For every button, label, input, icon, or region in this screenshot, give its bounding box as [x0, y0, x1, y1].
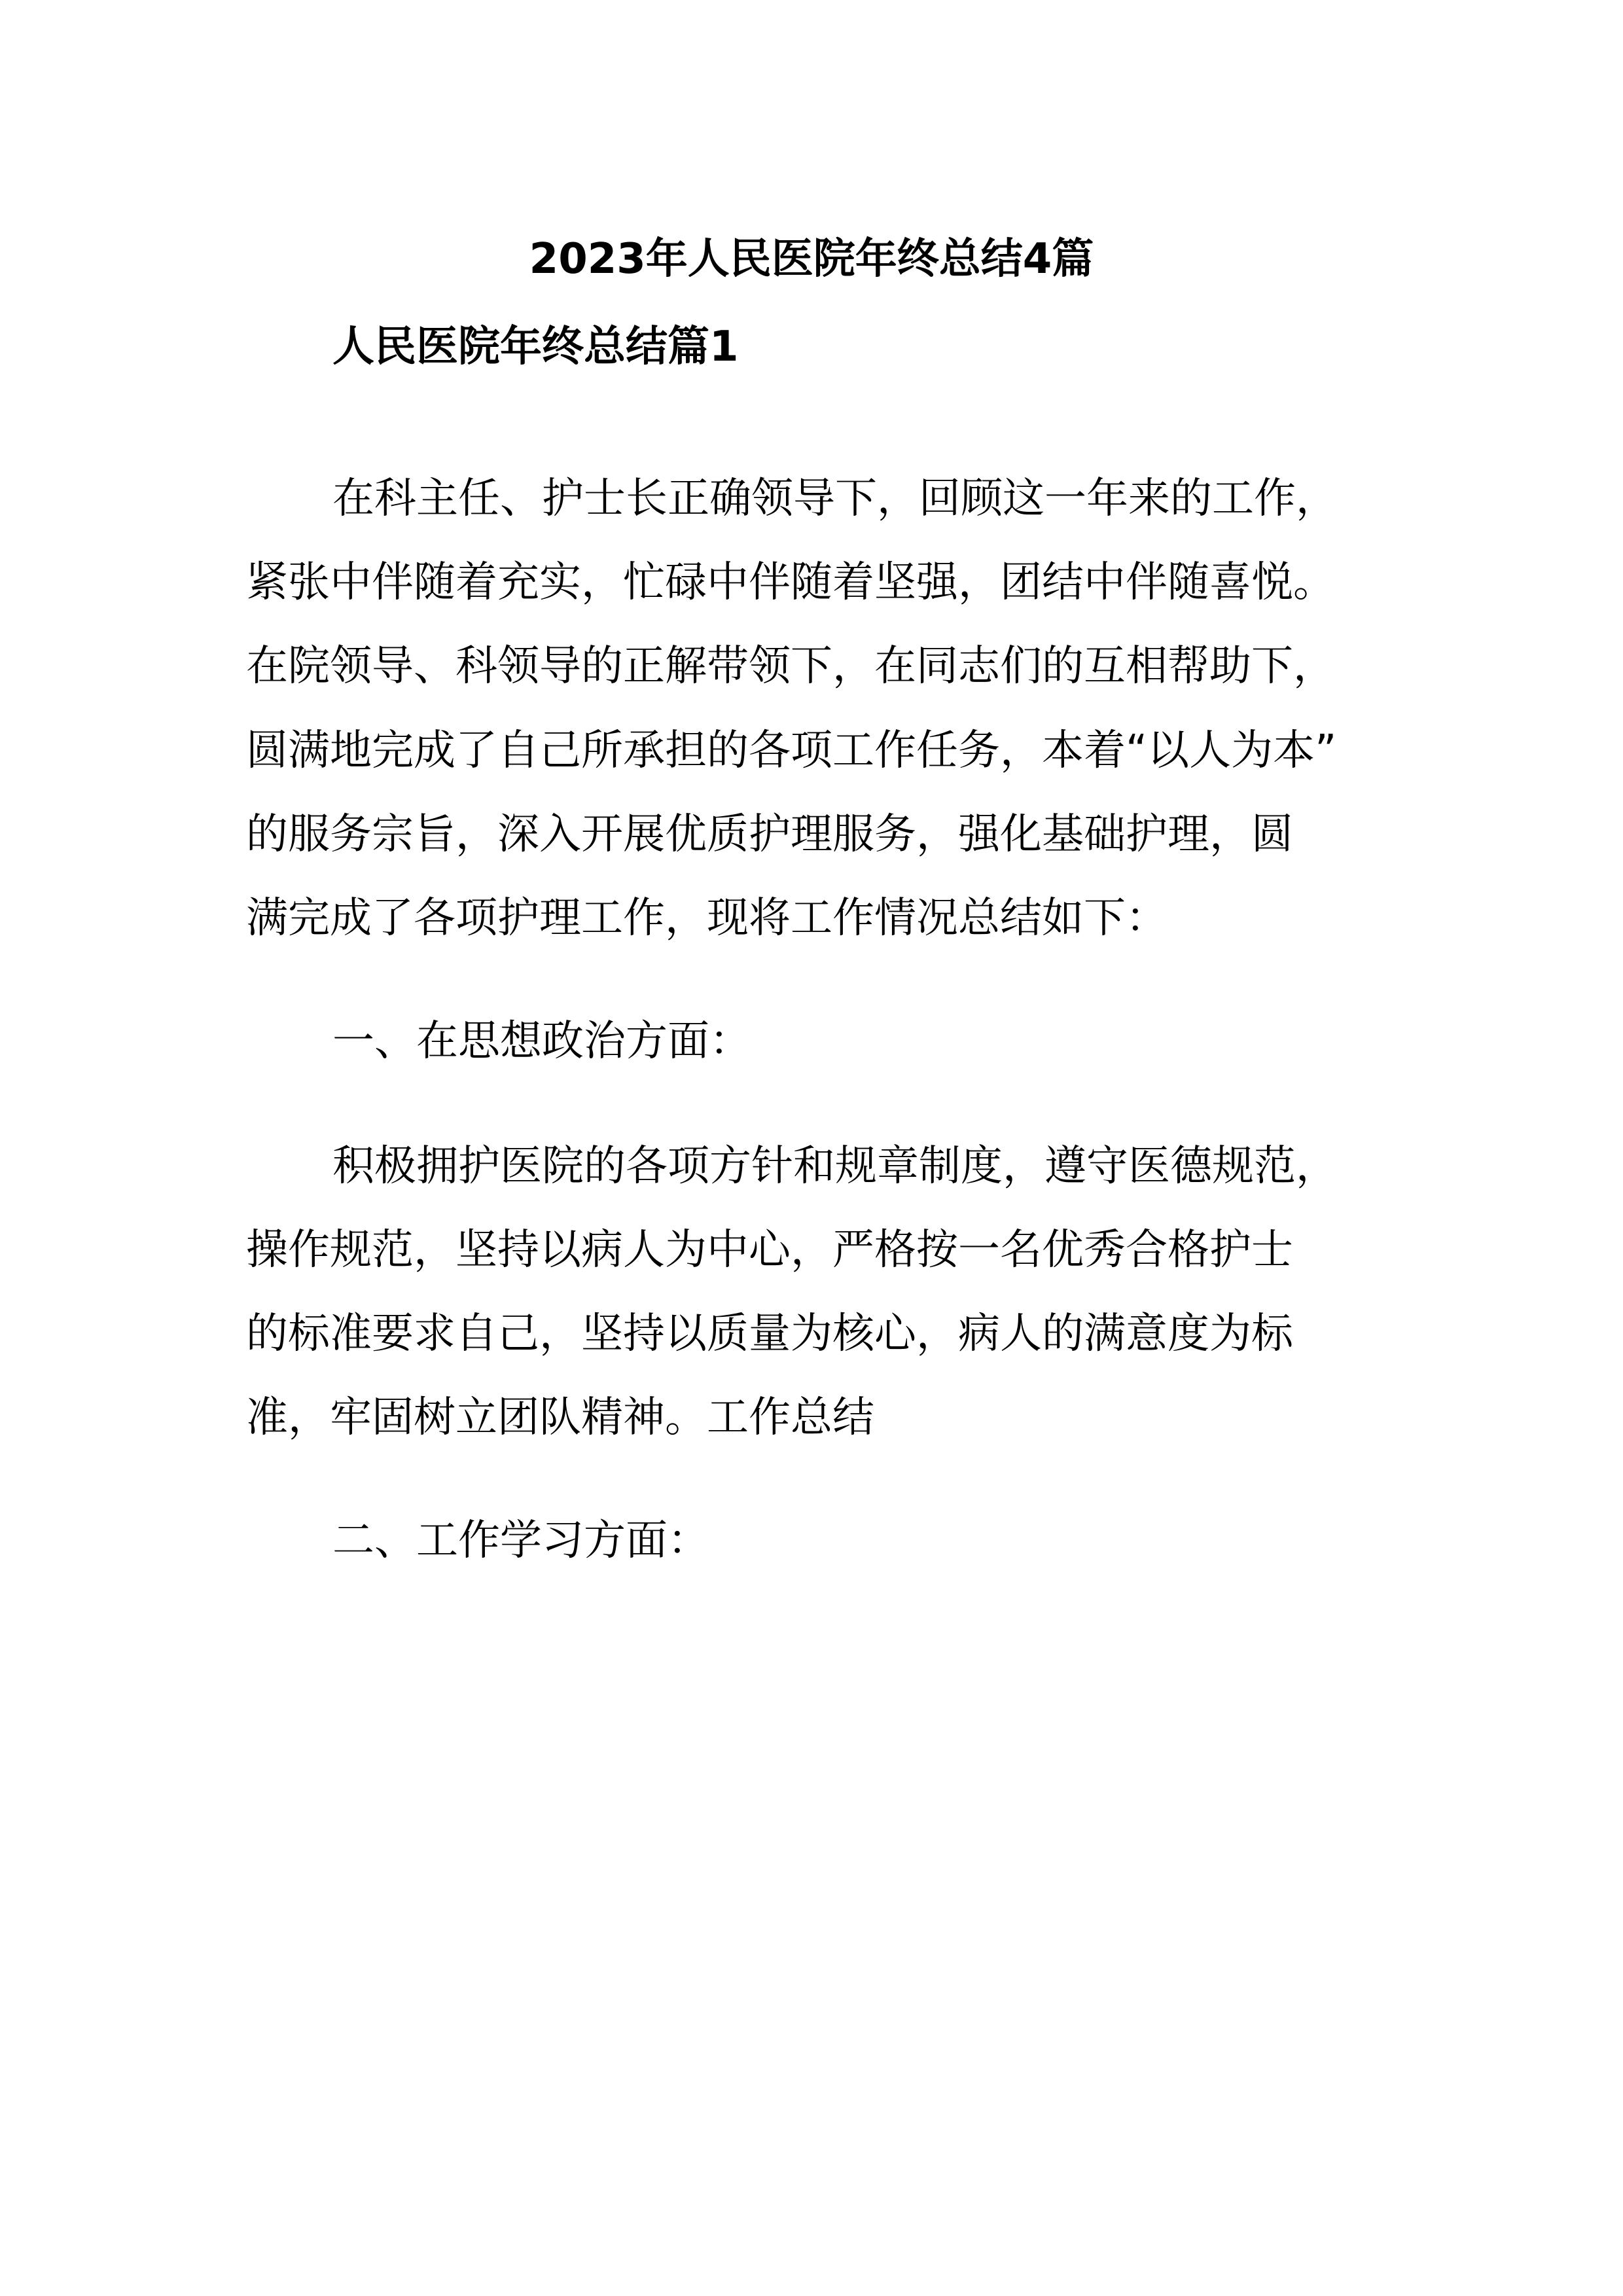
paragraph-line: 的服务宗旨，深入开展优质护理服务，强化基础护理，圆	[246, 810, 1293, 859]
paragraph-line: 积极拥护医院的各项方针和规章制度，遵守医德规范，	[332, 1142, 1338, 1191]
paragraph-line: 满完成了各项护理工作，现将工作情况总结如下：	[246, 894, 1168, 942]
document-title: 2023年人民医院年终总结4篇	[529, 235, 1094, 283]
paragraph-line: 在科主任、护士长正确领导下，回顾这一年来的工作，	[332, 475, 1338, 523]
paragraph-line: 圆满地完成了自己所承担的各项工作任务，本着“以人为本”	[246, 726, 1337, 775]
paragraph-line: 准，牢固树立团队精神。工作总结	[246, 1393, 874, 1442]
section-heading: 人民医院年终总结篇1	[332, 323, 739, 371]
subheading-work-study: 二、工作学习方面：	[332, 1516, 709, 1565]
paragraph-line: 操作规范，坚持以病人为中心，严格按一名优秀合格护士	[246, 1226, 1293, 1274]
paragraph-line: 在院领导、科领导的正解带领下，在同志们的互相帮助下，	[246, 642, 1335, 691]
paragraph-line: 的标准要求自己，坚持以质量为核心，病人的满意度为标	[246, 1310, 1293, 1358]
subheading-political: 一、在思想政治方面：	[332, 1017, 751, 1066]
paragraph-line: 紧张中伴随着充实，忙碌中伴随着坚强，团结中伴随喜悦。	[246, 558, 1335, 607]
